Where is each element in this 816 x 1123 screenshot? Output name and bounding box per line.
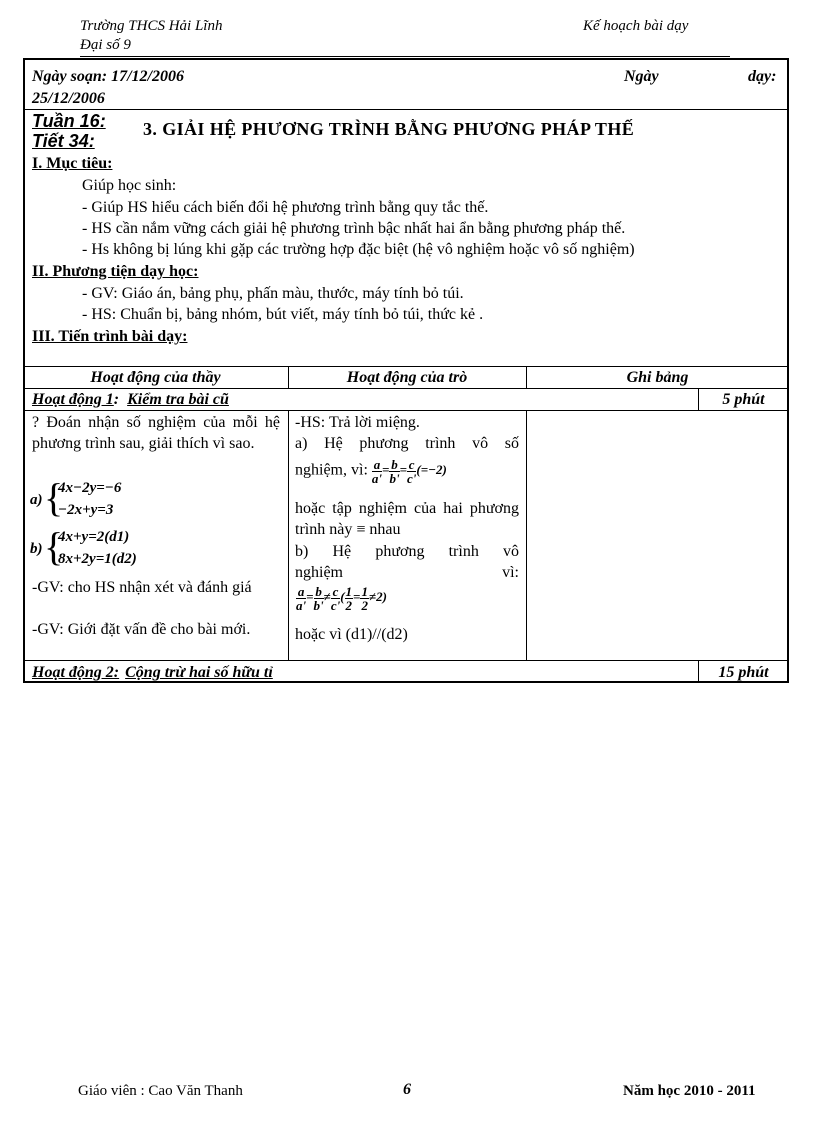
- student-line-4: hoặc tập nghiệm của hai phương trình này ≡ nhau: [295, 500, 519, 538]
- activity2-heading: Hoạt động 2: Cộng trừ hai số hữu tỉ: [32, 664, 273, 681]
- materials-heading: II. Phương tiện dạy học:: [32, 263, 199, 280]
- footer-teacher: Giáo viên : Cao Văn Thanh: [78, 1083, 243, 1099]
- activity1-end-rule: [23, 660, 789, 661]
- date-divider: [23, 109, 789, 110]
- footer-year: Năm học 2010 - 2011: [623, 1083, 756, 1099]
- material-item: - GV: Giáo án, bảng phụ, phấn màu, thước, máy tính bỏ túi.: [82, 285, 464, 302]
- student-line-2: a) Hệ phương trình vô số: [295, 435, 519, 452]
- prepared-date: Ngày soạn: 17/12/2006: [32, 68, 184, 85]
- school-name: Trường THCS Hải Lĩnh: [80, 18, 223, 34]
- subject-name: Đại số 9: [80, 37, 131, 53]
- taught-label: Ngày: [624, 68, 659, 85]
- system-b: b) { 4x+y=2(d1) 8x+2y=1(d2): [30, 524, 137, 569]
- activity1-rule: [23, 410, 789, 411]
- lesson-title: 3. GIẢI HỆ PHƯƠNG TRÌNH BẰNG PHƯƠNG PHÁP THẾ: [143, 119, 635, 139]
- student-line-3: nghiệm, vì: $\frac{a}{a'}$ = $\frac{b}{b'}$ = $\frac{c}{c'}$ (=−2): [295, 457, 447, 486]
- process-heading: III. Tiến trình bài dạy:: [32, 328, 188, 345]
- system-a: a) { 4x−2y=−6 −2x+y=3: [30, 475, 122, 520]
- document-type: Kế hoạch bài dạy: [583, 18, 689, 34]
- student-line-5: b) Hệ phương trình vô: [295, 543, 519, 560]
- col-header-teacher: Hoạt động của thầy: [90, 369, 221, 386]
- taught-date: 25/12/2006: [32, 90, 105, 107]
- objectives-heading: I. Mục tiêu:: [32, 155, 113, 172]
- week-label: Tuần 16:: [32, 111, 106, 131]
- teacher-note-2: -GV: Giới đặt vấn đề cho bài mới.: [32, 621, 251, 638]
- objectives-intro: Giúp học sinh:: [82, 177, 177, 194]
- objective-item: - HS cần nắm vững cách giải hệ phương trình bậc nhất hai ẩn bằng phương pháp thế.: [82, 220, 626, 237]
- activity2-time: 15 phút: [718, 664, 769, 681]
- teacher-note-1: -GV: cho HS nhận xét và đánh giá: [32, 579, 252, 596]
- taught-label-2: dạy:: [748, 68, 777, 85]
- objective-item: - Giúp HS hiểu cách biến đổi hệ phương trình bằng quy tắc thế.: [82, 199, 489, 216]
- teacher-question: ? Đoán nhận số nghiệm của mỗi hệ phương trình sau, giải thích vì sao.: [32, 414, 280, 452]
- student-line-1: -HS: Trả lời miệng.: [295, 414, 420, 431]
- objective-item: - Hs không bị lúng khi gặp các trường hợp đặc biệt (hệ vô nghiệm hoặc vô số nghiệm): [82, 241, 635, 258]
- activity1-time: 5 phút: [722, 391, 765, 408]
- col-header-board: Ghi bảng: [626, 369, 689, 386]
- header-rule: [80, 56, 730, 57]
- col-header-student: Hoạt động của trò: [346, 369, 468, 386]
- student-line-6: nghiệm vì:: [295, 564, 519, 581]
- activity1-heading: Hoạt động 1: Kiểm tra bài cũ: [32, 391, 229, 408]
- col-divider: [288, 410, 289, 660]
- student-line-7: $\frac{a}{a'}$ = $\frac{b}{b'}$ ≠ $\frac{c}{c'}$ ( $\frac{1}{2}$ = $\frac{1}{2}$ ≠2): [296, 584, 387, 613]
- page-number: 6: [403, 1081, 411, 1098]
- col-divider: [526, 410, 527, 660]
- student-line-8: hoặc vì (d1)//(d2): [295, 626, 408, 643]
- material-item: - HS: Chuẩn bị, bảng nhóm, bút viết, máy tính bỏ túi, thức kẻ .: [82, 306, 484, 323]
- period-label: Tiết 34:: [32, 131, 95, 151]
